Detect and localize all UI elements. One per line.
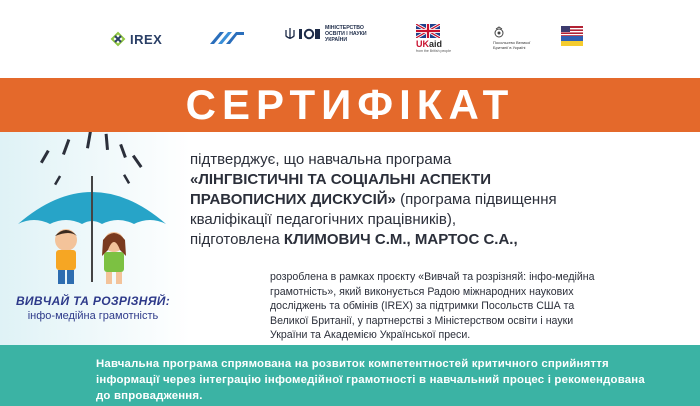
program-title-line-2: ПРАВОПИСНИХ ДИСКУСІЙ» (програма підвищення <box>190 191 557 208</box>
certificate-body <box>0 132 700 345</box>
irex-logo <box>110 31 162 47</box>
irex-label: IREX <box>130 31 163 47</box>
logo-strip <box>0 0 700 78</box>
ukaid-label: UKaid <box>416 39 443 49</box>
ukaid-logo <box>416 24 451 53</box>
ministry-label: МІНІСТЕРСТВО ОСВІТИ І НАУКИ УКРАЇНИ <box>325 25 367 43</box>
program-type-line: кваліфікації педагогічних працівників), <box>190 211 457 228</box>
project-title: ВИВЧАЙ ТА РОЗРІЗНЯЙ: <box>15 294 171 308</box>
project-subtitle: інфо-медійна грамотність <box>27 310 159 322</box>
uk-embassy-label: Посольство Великої Британії в Україні <box>493 40 531 50</box>
academy-press-logo <box>210 31 244 45</box>
authors-line: підготовлена КЛИМОВИЧ С.М., МАРТОС С.А., <box>190 231 518 248</box>
irex-knot-icon <box>110 31 126 47</box>
trident-icon <box>285 27 295 41</box>
uk-embassy-logo <box>493 26 533 50</box>
ministry-emblem-icon <box>299 28 321 40</box>
royal-crest-icon <box>493 26 505 38</box>
statement-line-1: підтверджує, що навчальна програма <box>190 151 452 168</box>
us-embassy-logo <box>561 26 583 46</box>
certificate-statement <box>190 150 630 250</box>
certificate-banner <box>0 78 700 132</box>
us-ukraine-flag-icon <box>561 26 583 46</box>
program-title-line-1: «ЛІНГВІСТИЧНІ ТА СОЦІАЛЬНІ АСПЕКТИ <box>190 171 491 188</box>
project-details: розроблена в рамках проєкту «Вивчай та розрізняй: інфо-медійна грамотність», який виконується Радою міжнародних наукових досліджень та обмінів (IREX) за підтримки Посольств США та Великої Британії, у партнерстві з Міністерством освіти і науки України та Академією Української преси. <box>270 271 595 341</box>
ukaid-sub: from the British people <box>416 49 452 53</box>
uk-flag-icon <box>416 24 440 38</box>
recommendation-footer <box>0 345 700 406</box>
recommendation-text: Навчальна програма спрямована на розвиток компетентностей критичного сприйняття інформації через інтеграцію інфомедійної грамотності в навчальний процес і рекомендована до впровадження. <box>96 358 645 402</box>
ministry-logo <box>285 25 381 43</box>
certificate-title: СЕРТИФІКАТ <box>185 81 515 128</box>
